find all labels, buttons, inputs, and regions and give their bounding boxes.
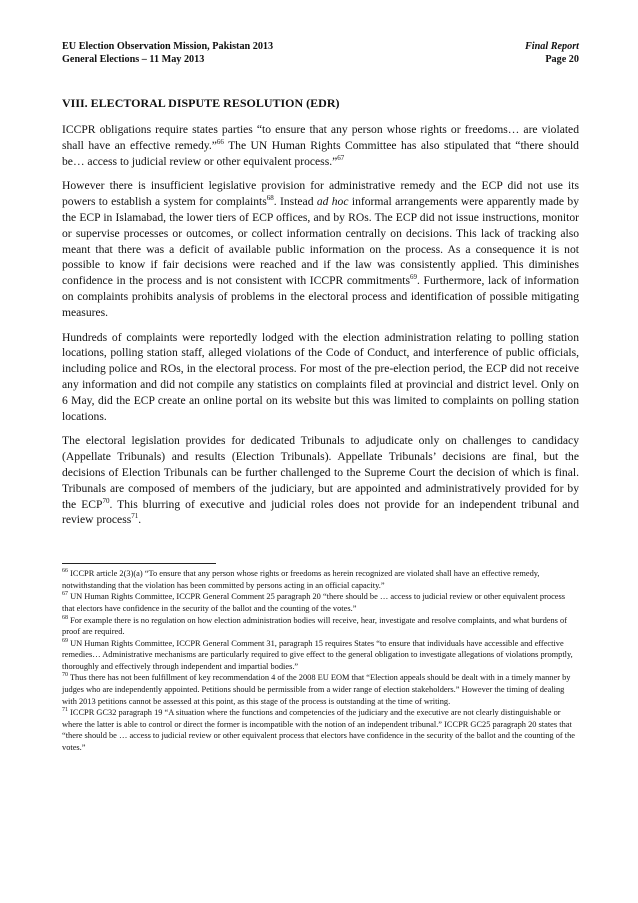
paragraph-iccpr-obligations: ICCPR obligations require states parties “to ensure that any person whose rights or freedoms… are violated shall have an effective remedy.”$^{66}$ The UN Human Rights Committee has also stipulated that “there should be… access to judicial review or other equivalent process.”$^{67}$ — [62, 123, 579, 168]
header-report-type: Final Report — [524, 41, 579, 52]
header-page-number: Page 20 — [545, 54, 579, 65]
footnotes — [62, 568, 579, 754]
footnote-ref-69[interactable]: 69 — [410, 273, 418, 282]
footnote-69: $^{69}$ UN Human Rights Committee, ICCPR General Comment 31, paragraph 15 requires States “to ensure that individuals have accessible and effective remedies… Administrative mechanisms are particularly required to give effect to the general obligation to investigate allegations of violations promptly, thoroughly and effectively through independent and impartial bodies.” — [62, 637, 573, 671]
page-header — [62, 40, 579, 66]
paragraph-legislative-provision: However there is insufficient legislative provision for administrative remedy and the ECP did not use its powers to establish a system for complaints$^{68}$. Instead ad hoc informal arrangements were apparently made by the ECP in Islamabad, the lower tiers of ECP offices, and by ROs. The ECP did not issue instructions, monitor or supervise processes or outcomes, or collect information centrally on decisions. This lack of tracking also meant that there was a deficit of available public information on the process. As a consequence it is not possible to know if fair decisions were reached and if the law was consistently applied. This diminishes confidence in the process and is not consistent with ICCPR commitments$^{69}$. Furthermore, lack of information on complaints prohibits analysis of problems in the electoral process and identification of possible mitigating measures. — [62, 179, 580, 319]
document-page — [62, 40, 579, 754]
footnote-66: $^{66}$ ICCPR article 2(3)(a) “To ensure that any person whose rights or freedoms as herein recognized are violated shall have an effective remedy, notwithstanding that the violation has been committed by persons acting in an official capacity.” — [62, 568, 540, 590]
section-title: VIII. ELECTORAL DISPUTE RESOLUTION (EDR) — [62, 96, 340, 110]
header-elections: General Elections – 11 May 2013 — [62, 54, 205, 65]
footnote-separator — [62, 563, 216, 564]
footnote-ref-66[interactable]: 66 — [216, 137, 224, 146]
paragraph-tribunals: The electoral legislation provides for dedicated Tribunals to adjudicate only on challenges to candidacy (Appellate Tribunals) and results (Election Tribunals). Appellate Tribunals’ decisions are final, but the decisions of Election Tribunals can be further challenged to the Supreme Court the decision of which is final. Tribunals are composed of members of the judiciary, but are appointed and administratively provided for by the ECP$^{70}$. This blurring of executive and judicial roles does not provide for an independent tribunal and review process$^{71}$. — [62, 434, 579, 527]
header-right — [525, 40, 579, 66]
footnote-ref-68[interactable]: 68 — [266, 194, 274, 203]
footnote-71: $^{71}$ ICCPR GC32 paragraph 19 “A situation where the functions and competencies of the judiciary and the executive are not clearly distinguishable or where the latter is able to control or direct the former is incompatible with the notion of an independent tribunal.” ICCPR GC25 paragraph 20 states that “there should be … access to judicial review or other equivalent process that electors have confidence in the security of the ballot and the counting of the votes.” — [62, 707, 576, 753]
footnote-67: $^{67}$ UN Human Rights Committee, ICCPR General Comment 25 paragraph 20 “there should be … access to judicial review or other equivalent process that electors have confidence in the security of the ballot and the counting of the votes.” — [62, 591, 566, 613]
header-mission: EU Election Observation Mission, Pakistan 2013 — [62, 41, 274, 52]
footnote-70: $^{70}$ Thus there has not been fulfillment of key recommendation 4 of the 2008 EU EOM that “Election appeals should be dealt with in a timely manner by judges who are independently appointed. Petitions should be permissible from a wider range of election stakeholders.” However the timing of dealing with 2013 petitions cannot be assessed at this point, as this stage of the process is outstanding at the time of writing. — [62, 672, 571, 706]
footnote-ref-71[interactable]: 71 — [131, 512, 139, 521]
footnote-ref-67[interactable]: 67 — [337, 153, 345, 162]
header-left — [62, 40, 273, 66]
footnote-ref-70[interactable]: 70 — [102, 496, 110, 505]
paragraph-complaints-lodged: Hundreds of complaints were reportedly lodged with the election administration relating to polling station locations, polling station staff, alleged violations of the Code of Conduct, and interference of public officials, including police and ROs, in the electoral process. For most of the pre-election period, the ECP did not receive any information and did not compile any statistics on complaints filed at provincial and district level. Only on 6 May, did the ECP create an online portal on its website but this was limited to complaints on polling station locations. — [62, 330, 579, 423]
footnote-68: $^{68}$ For example there is no regulation on how election administration bodies will receive, hear, investigate and resolve complaints, and what burdens of proof are required. — [62, 614, 567, 637]
